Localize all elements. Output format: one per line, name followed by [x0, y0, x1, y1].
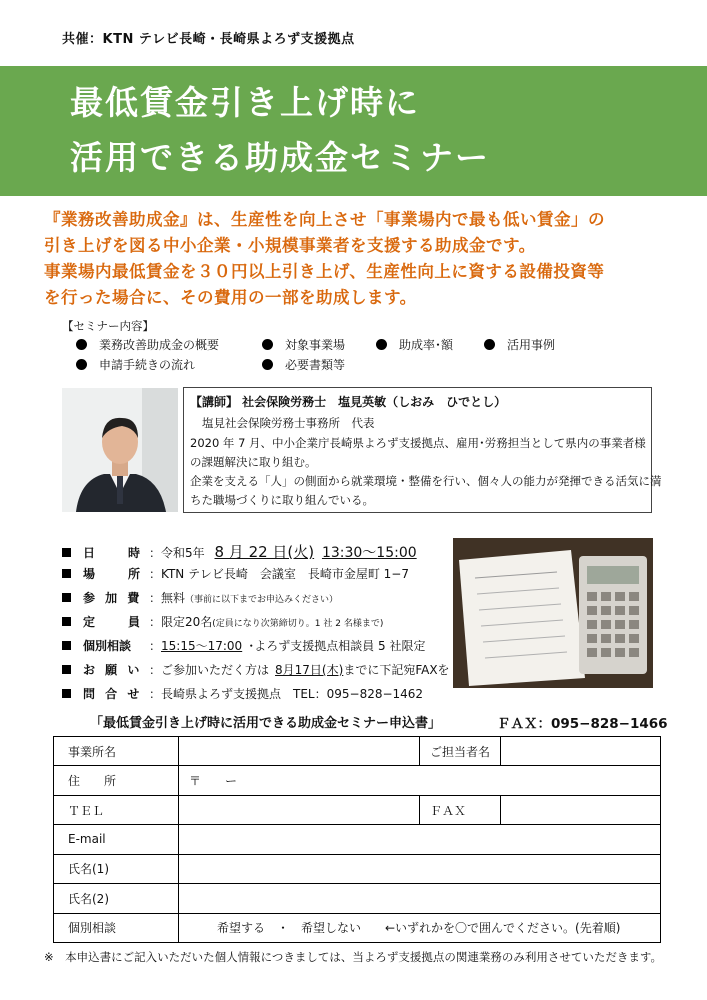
intro-line-1: 『業務改善助成金』は、生産性を向上させ「事業場内で最も低い賃金」の: [44, 210, 605, 229]
info-fee: 参 加 費 ：無料（事前に以下までお申込みください）: [62, 589, 338, 606]
square-bullet-icon: [62, 665, 71, 674]
seminar-topic: 申請手続きの流れ: [76, 356, 195, 373]
lecturer-bio-1: 2020 年 7 月、中小企業庁長崎県よろず支援拠点、雇用･労務担当として県内の事業者様: [190, 436, 646, 450]
seminar-topic: 助成率･額: [376, 336, 453, 353]
lecturer-heading: 【講師】 社会保険労務士 塩見英敏（しおみ ひでとし）: [190, 395, 507, 409]
name1-field[interactable]: [179, 854, 661, 883]
lecturer-office: 塩見社会保険労務士事務所 代表: [202, 416, 375, 430]
seminar-heading: 【セミナー内容】: [62, 319, 154, 333]
square-bullet-icon: [62, 641, 71, 650]
business-name-label: 事業所名: [54, 737, 179, 766]
info-consultation: 個別相談 ：15:15～17:00 ･よろず支援拠点相談員 5 社限定: [62, 637, 425, 654]
table-row: [54, 795, 661, 824]
bullet-icon: [262, 339, 273, 350]
consultation-label: 個別相談: [54, 913, 179, 942]
seminar-topic: 対象事業場: [262, 336, 345, 353]
seminar-topic: 必要書類等: [262, 356, 345, 373]
bullet-icon: [376, 339, 387, 350]
title-line-1: 最低賃金引き上げ時に: [70, 83, 420, 122]
square-bullet-icon: [62, 593, 71, 602]
lecturer-photo: [62, 388, 178, 512]
fax-number: ＦＡＸ：095−828−1466: [497, 716, 668, 732]
square-bullet-icon: [62, 617, 71, 626]
lecturer-bio-3: 企業を支える「人」の側面から就業環境・整備を行い、個々人の能力が発揮できる活気に満: [190, 474, 662, 488]
name1-label: 氏名(1): [54, 854, 179, 883]
consultation-choice[interactable]: 希望する ・ 希望しない ←いずれかを〇で囲んでください。(先着順): [179, 913, 661, 942]
business-name-field[interactable]: [179, 737, 420, 766]
seminar-topic: 活用事例: [484, 336, 555, 353]
fax-label: ＦＡＸ: [420, 795, 501, 824]
seminar-topic: 業務改善助成金の概要: [76, 336, 219, 353]
table-row: [54, 766, 661, 795]
lecturer-box: [183, 387, 662, 513]
table-row: [54, 854, 661, 883]
table-row: [54, 884, 661, 913]
info-request: お 願 い ：ご参加いただく方は 8月17日(木)までに下記宛FAXを: [62, 661, 450, 678]
title-line-2: 活用できる助成金セミナー: [70, 138, 490, 177]
name2-field[interactable]: [179, 884, 661, 913]
co-host-text: 共催：KTN テレビ長崎・長崎県よろず支援拠点: [62, 32, 355, 47]
name2-label: 氏名(2): [54, 884, 179, 913]
privacy-note: ※ 本申込書にご記入いただいた個人情報につきましては、当よろず支援拠点の関連業務のみ利用させていただきます。: [44, 950, 662, 964]
table-row: [54, 737, 661, 766]
info-venue: 場 所 ：KTN テレビ長崎 会議室 長崎市金屋町 1−7: [62, 565, 409, 582]
tel-label: ＴＥＬ: [54, 795, 179, 824]
lecturer-bio-4: ちた職場づくりに取り組んでいる。: [190, 493, 374, 507]
bullet-icon: [484, 339, 495, 350]
info-contact: 問 合 せ ：長崎県よろず支援拠点 TEL：095−828−1462: [62, 685, 423, 702]
lecturer-bio-2: の課題解決に取り組む。: [190, 455, 317, 469]
table-row: [54, 825, 661, 854]
square-bullet-icon: [62, 548, 71, 557]
address-field[interactable]: 〒 ー: [179, 766, 661, 795]
square-bullet-icon: [62, 569, 71, 578]
application-form-table: [53, 736, 661, 943]
bullet-icon: [76, 339, 87, 350]
documents-calculator-photo: [453, 538, 653, 688]
info-capacity: 定 員 ：限定20名(定員になり次第締切り。1 社 2 名様まで): [62, 613, 383, 630]
email-field[interactable]: [179, 825, 661, 854]
square-bullet-icon: [62, 689, 71, 698]
tel-field[interactable]: [179, 795, 420, 824]
fax-field[interactable]: [501, 795, 661, 824]
email-label: E-mail: [54, 825, 179, 854]
intro-line-4: を行った場合に、その費用の一部を助成します。: [44, 288, 417, 307]
bullet-icon: [262, 359, 273, 370]
table-row: [54, 913, 661, 942]
info-date: 日 時 ：令和5年 8 月 22 日(火) 13:30～15:00: [62, 541, 417, 562]
intro-line-3: 事業場内最低賃金を３０円以上引き上げ、生産性向上に資する設備投資等: [44, 262, 605, 281]
contact-person-label: ご担当者名: [420, 737, 501, 766]
intro-line-2: 引き上げを図る中小企業・小規模事業者を支援する助成金です。: [44, 236, 536, 255]
bullet-icon: [76, 359, 87, 370]
contact-person-field[interactable]: [501, 737, 661, 766]
application-form-title: 「最低賃金引き上げ時に活用できる助成金セミナー申込書」: [90, 716, 442, 731]
address-label: 住 所: [54, 766, 179, 795]
